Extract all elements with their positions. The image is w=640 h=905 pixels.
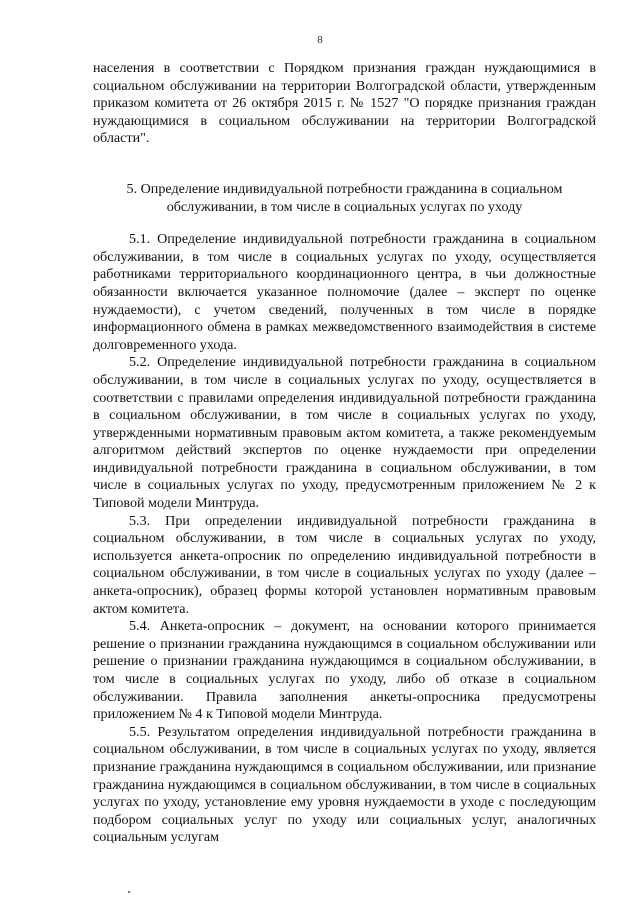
paragraph-5-2: 5.2. Определение индивидуальной потребности гражданина в социальном обслуживании, в том числе в социальных услугах по уходу, осуществляется в соответствии с правилами определения индивидуальной потребности гражданина в социальном обслуживании, в том числе в социальных услугах по уходу, утвержденными нормативным правовым актом комитета, а также рекомендуемым алгоритмом действий экспертов по оценке нуждаемости при определении индивидуальной потребности гражданина в социальном обслуживании, в том числе в социальных услугах по уходу, предусмотренным приложением № 2 к Типовой модели Минтруда.: [93, 354, 596, 512]
document-body: [93, 60, 596, 847]
page-number: 8: [317, 34, 323, 46]
scan-mark: [128, 891, 130, 893]
paragraph-5-3: 5.3. При определении индивидуальной потребности гражданина в социальном обслуживании, в том числе в социальных услугах по уходу, используется анкета-опросник по определению индивидуальной потребности в социальном обслуживании, в том числе в социальных услугах по уходу (далее – анкета-опросник), образец формы которой установлен нормативным правовым актом комитета.: [93, 512, 596, 617]
paragraph-5-5: 5.5. Результатом определения индивидуальной потребности гражданина в социальном обслуживании, в том числе в социальных услугах по уходу, является признание гражданина нуждающимся в социальном обслуживании, или признание гражданина нуждающимся в социальном обслуживании, в том числе в социальных услугах по уходу, установление ему уровня нуждаемости в уходе с последующим подбором социальных услуг по уходу или социальных услуг, аналогичных социальным услугам: [93, 723, 596, 846]
section-heading: 5. Определение индивидуальной потребности гражданина в социальном обслуживании, в том числе в социальных услугах по уходу: [126, 180, 563, 215]
paragraph-5-4: 5.4. Анкета-опросник – документ, на основании которого принимается решение о признании гражданина нуждающимся в социальном обслуживании или решение о признании гражданина нуждающимся в социальном обслуживании, в том числе в социальных услугах по уходу, либо об отказе в социальном обслуживании. Правила заполнения анкеты-опросника предусмотрены приложением № 4 к Типовой модели Минтруда.: [93, 618, 596, 723]
paragraph-5-1: 5.1. Определение индивидуальной потребности гражданина в социальном обслуживании, в том числе в социальных услугах по уходу, осуществляется работниками территориального координационного центра, в чьи должностные обязанности включается указанное полномочие (далее – эксперт по оценке нуждаемости), с учетом сведений, полученных в том числе в порядке информационного обмена в рамках межведомственного взаимодействия в системе долговременного ухода.: [93, 231, 596, 353]
intro-paragraph: населения в соответствии с Порядком признания граждан нуждающимися в социальном обслуживании на территории Волгоградской области, утвержденным приказом комитета от 26 октября 2015 г. № 1527 "О порядке признания граждан нуждающимися в социальном обслуживании на территории Волгоградской области".: [93, 60, 596, 147]
